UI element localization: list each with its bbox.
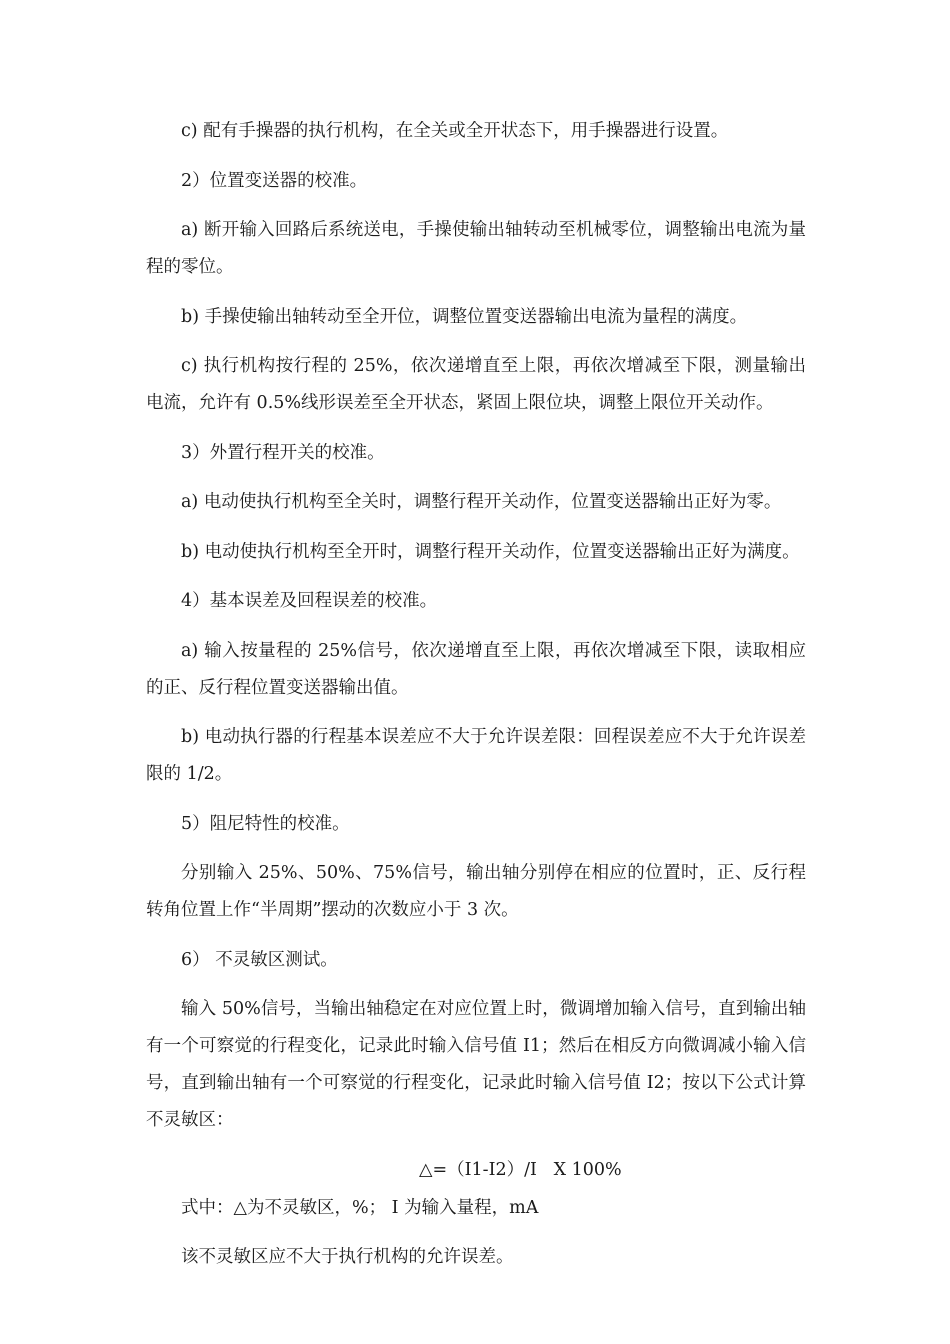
heading-damping: 5）阻尼特性的校准。: [181, 813, 350, 834]
paragraph-a-input-signal: a) 输入按量程的 25%信号，依次递增直至上限，再依次增减至下限，读取相应的正、反行程位置变送器输出值。: [146, 640, 806, 698]
conclusion-text: 该不灵敏区应不大于执行机构的允许误差。: [181, 1247, 514, 1267]
dead-band-formula: △=（I1-I2）/I X 100%: [419, 1159, 622, 1180]
paragraph-b-full-open-switch: b) 电动使执行机构至全开时，调整行程开关动作，位置变送器输出正好为满度。: [181, 541, 800, 562]
paragraph-c-handheld-setup: c) 配有手操器的执行机构，在全关或全开状态下，用手操器进行设置。: [181, 121, 729, 141]
paragraph-a-zero-position: a) 断开输入回路后系统送电，手操使输出轴转动至机械零位，调整输出电流为量程的零位。: [146, 220, 806, 277]
document-page: [146, 113, 806, 1276]
paragraph-damping-test: 分别输入 25%、50%、75%信号，输出轴分别停在相应的位置时，正、反行程转角位置上作“半周期”摆动的次数应小于 3 次。: [146, 863, 806, 920]
paragraph-b-error-limit: b) 电动执行器的行程基本误差应不大于允许误差限：回程误差应不大于允许误差限的 1/2。: [146, 727, 806, 784]
heading-external-limit-switch: 3）外置行程开关的校准。: [181, 442, 385, 463]
paragraph-a-full-close-switch: a) 电动使执行机构至全关时，调整行程开关动作，位置变送器输出正好为零。: [181, 492, 782, 512]
heading-position-transmitter: 2）位置变送器的校准。: [181, 170, 368, 191]
heading-dead-band: 6） 不灵敏区测试。: [181, 949, 338, 970]
paragraph-b-full-open: b) 手操使输出轴转动至全开位，调整位置变送器输出电流为量程的满度。: [181, 306, 748, 327]
formula-note: 式中：△为不灵敏区，%； I 为输入量程，mA: [181, 1197, 539, 1218]
heading-basic-error: 4）基本误差及回程误差的校准。: [181, 591, 438, 611]
paragraph-dead-band-procedure: 输入 50%信号，当输出轴稳定在对应位置上时，微调增加输入信号，直到输出轴有一个可察觉的行程变化，记录此时输入信号值 I1；然后在相反方向微调减小输入信号，直到输出轴有一个可察觉的行程变化，记录此时输入信号值 I2；按以下公式计算不灵敏区：: [146, 999, 806, 1130]
paragraph-c-stroke-test: c) 执行机构按行程的 25%，依次递增直至上限，再依次增减至下限，测量输出电流，允许有 0.5%线形误差至全开状态，紧固上限位块，调整上限位开关动作。: [146, 356, 806, 413]
